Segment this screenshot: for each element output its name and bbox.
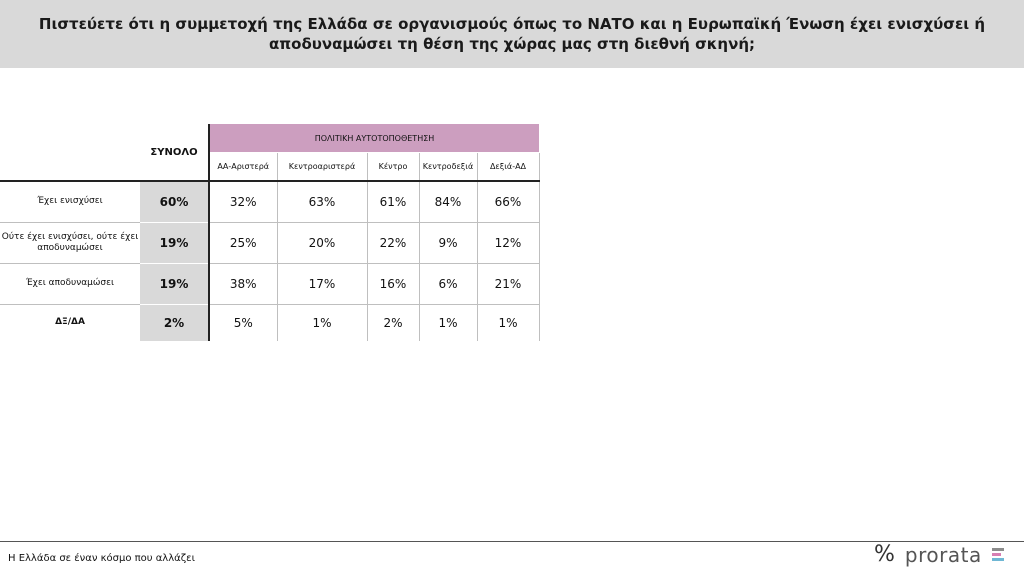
corner-cell <box>0 124 140 181</box>
row-label: Έχει αποδυναμώσει <box>0 263 140 304</box>
total-value: 19% <box>140 263 209 304</box>
cell-value: 61% <box>367 181 419 222</box>
cell-value: 1% <box>419 304 477 341</box>
column-header: Κέντρο <box>367 153 419 182</box>
table-row <box>0 304 539 341</box>
question-title: Πιστεύετε ότι η συμμετοχή της Ελλάδα σε οργανισμούς όπως το ΝΑΤΟ και η Ευρωπαϊκή Ένωση έχει ενισχύσει ή αποδυναμώσει τη θέση της χώρας μας στη διεθνή σκηνή; <box>38 15 986 53</box>
row-label: Ούτε έχει ενισχύσει, ούτε έχει αποδυναμώσει <box>0 222 140 263</box>
cell-value: 66% <box>477 181 539 222</box>
brand-bar <box>992 553 1001 556</box>
cell-value: 38% <box>209 263 277 304</box>
column-header: Δεξιά-ΑΔ <box>477 153 539 182</box>
cell-value: 20% <box>277 222 367 263</box>
cell-value: 1% <box>477 304 539 341</box>
column-header: Κεντροδεξιά <box>419 153 477 182</box>
table-row <box>0 222 539 263</box>
cell-value: 12% <box>477 222 539 263</box>
group-header: ΠΟΛΙΤΙΚΗ ΑΥΤΟΤΟΠΟΘΕΤΗΣΗ <box>209 124 539 153</box>
cell-value: 16% <box>367 263 419 304</box>
total-value: 2% <box>140 304 209 341</box>
cell-value: 21% <box>477 263 539 304</box>
row-label: ΔΞ/ΔΑ <box>55 317 85 328</box>
cell-value: 9% <box>419 222 477 263</box>
cell-value: 6% <box>419 263 477 304</box>
cell-value: 5% <box>209 304 277 341</box>
cell-value: 84% <box>419 181 477 222</box>
results-table <box>0 124 540 341</box>
cell-value: 32% <box>209 181 277 222</box>
brand-bars-icon <box>992 548 1004 561</box>
brand-logo <box>874 542 1004 567</box>
total-value: 60% <box>140 181 209 222</box>
total-value: 19% <box>140 222 209 263</box>
brand-bar <box>992 548 1004 551</box>
column-header: ΑΑ-Αριστερά <box>209 153 277 182</box>
cell-value: 25% <box>209 222 277 263</box>
brand-bar <box>992 558 1004 561</box>
cell-value: 1% <box>277 304 367 341</box>
percent-icon: % <box>874 542 895 567</box>
footer-caption: Η Ελλάδα σε έναν κόσμο που αλλάζει <box>8 553 195 564</box>
cell-value: 17% <box>277 263 367 304</box>
table-row <box>0 263 539 304</box>
row-label: Έχει ενισχύσει <box>0 181 140 222</box>
table-row <box>0 181 539 222</box>
title-banner <box>0 0 1024 68</box>
total-header: ΣΥΝΟΛΟ <box>140 124 209 181</box>
column-header: Κεντροαριστερά <box>277 153 367 182</box>
cell-value: 22% <box>367 222 419 263</box>
cell-value: 63% <box>277 181 367 222</box>
cell-value: 2% <box>367 304 419 341</box>
footer-divider <box>0 541 1024 542</box>
brand-name: prorata <box>904 542 982 567</box>
